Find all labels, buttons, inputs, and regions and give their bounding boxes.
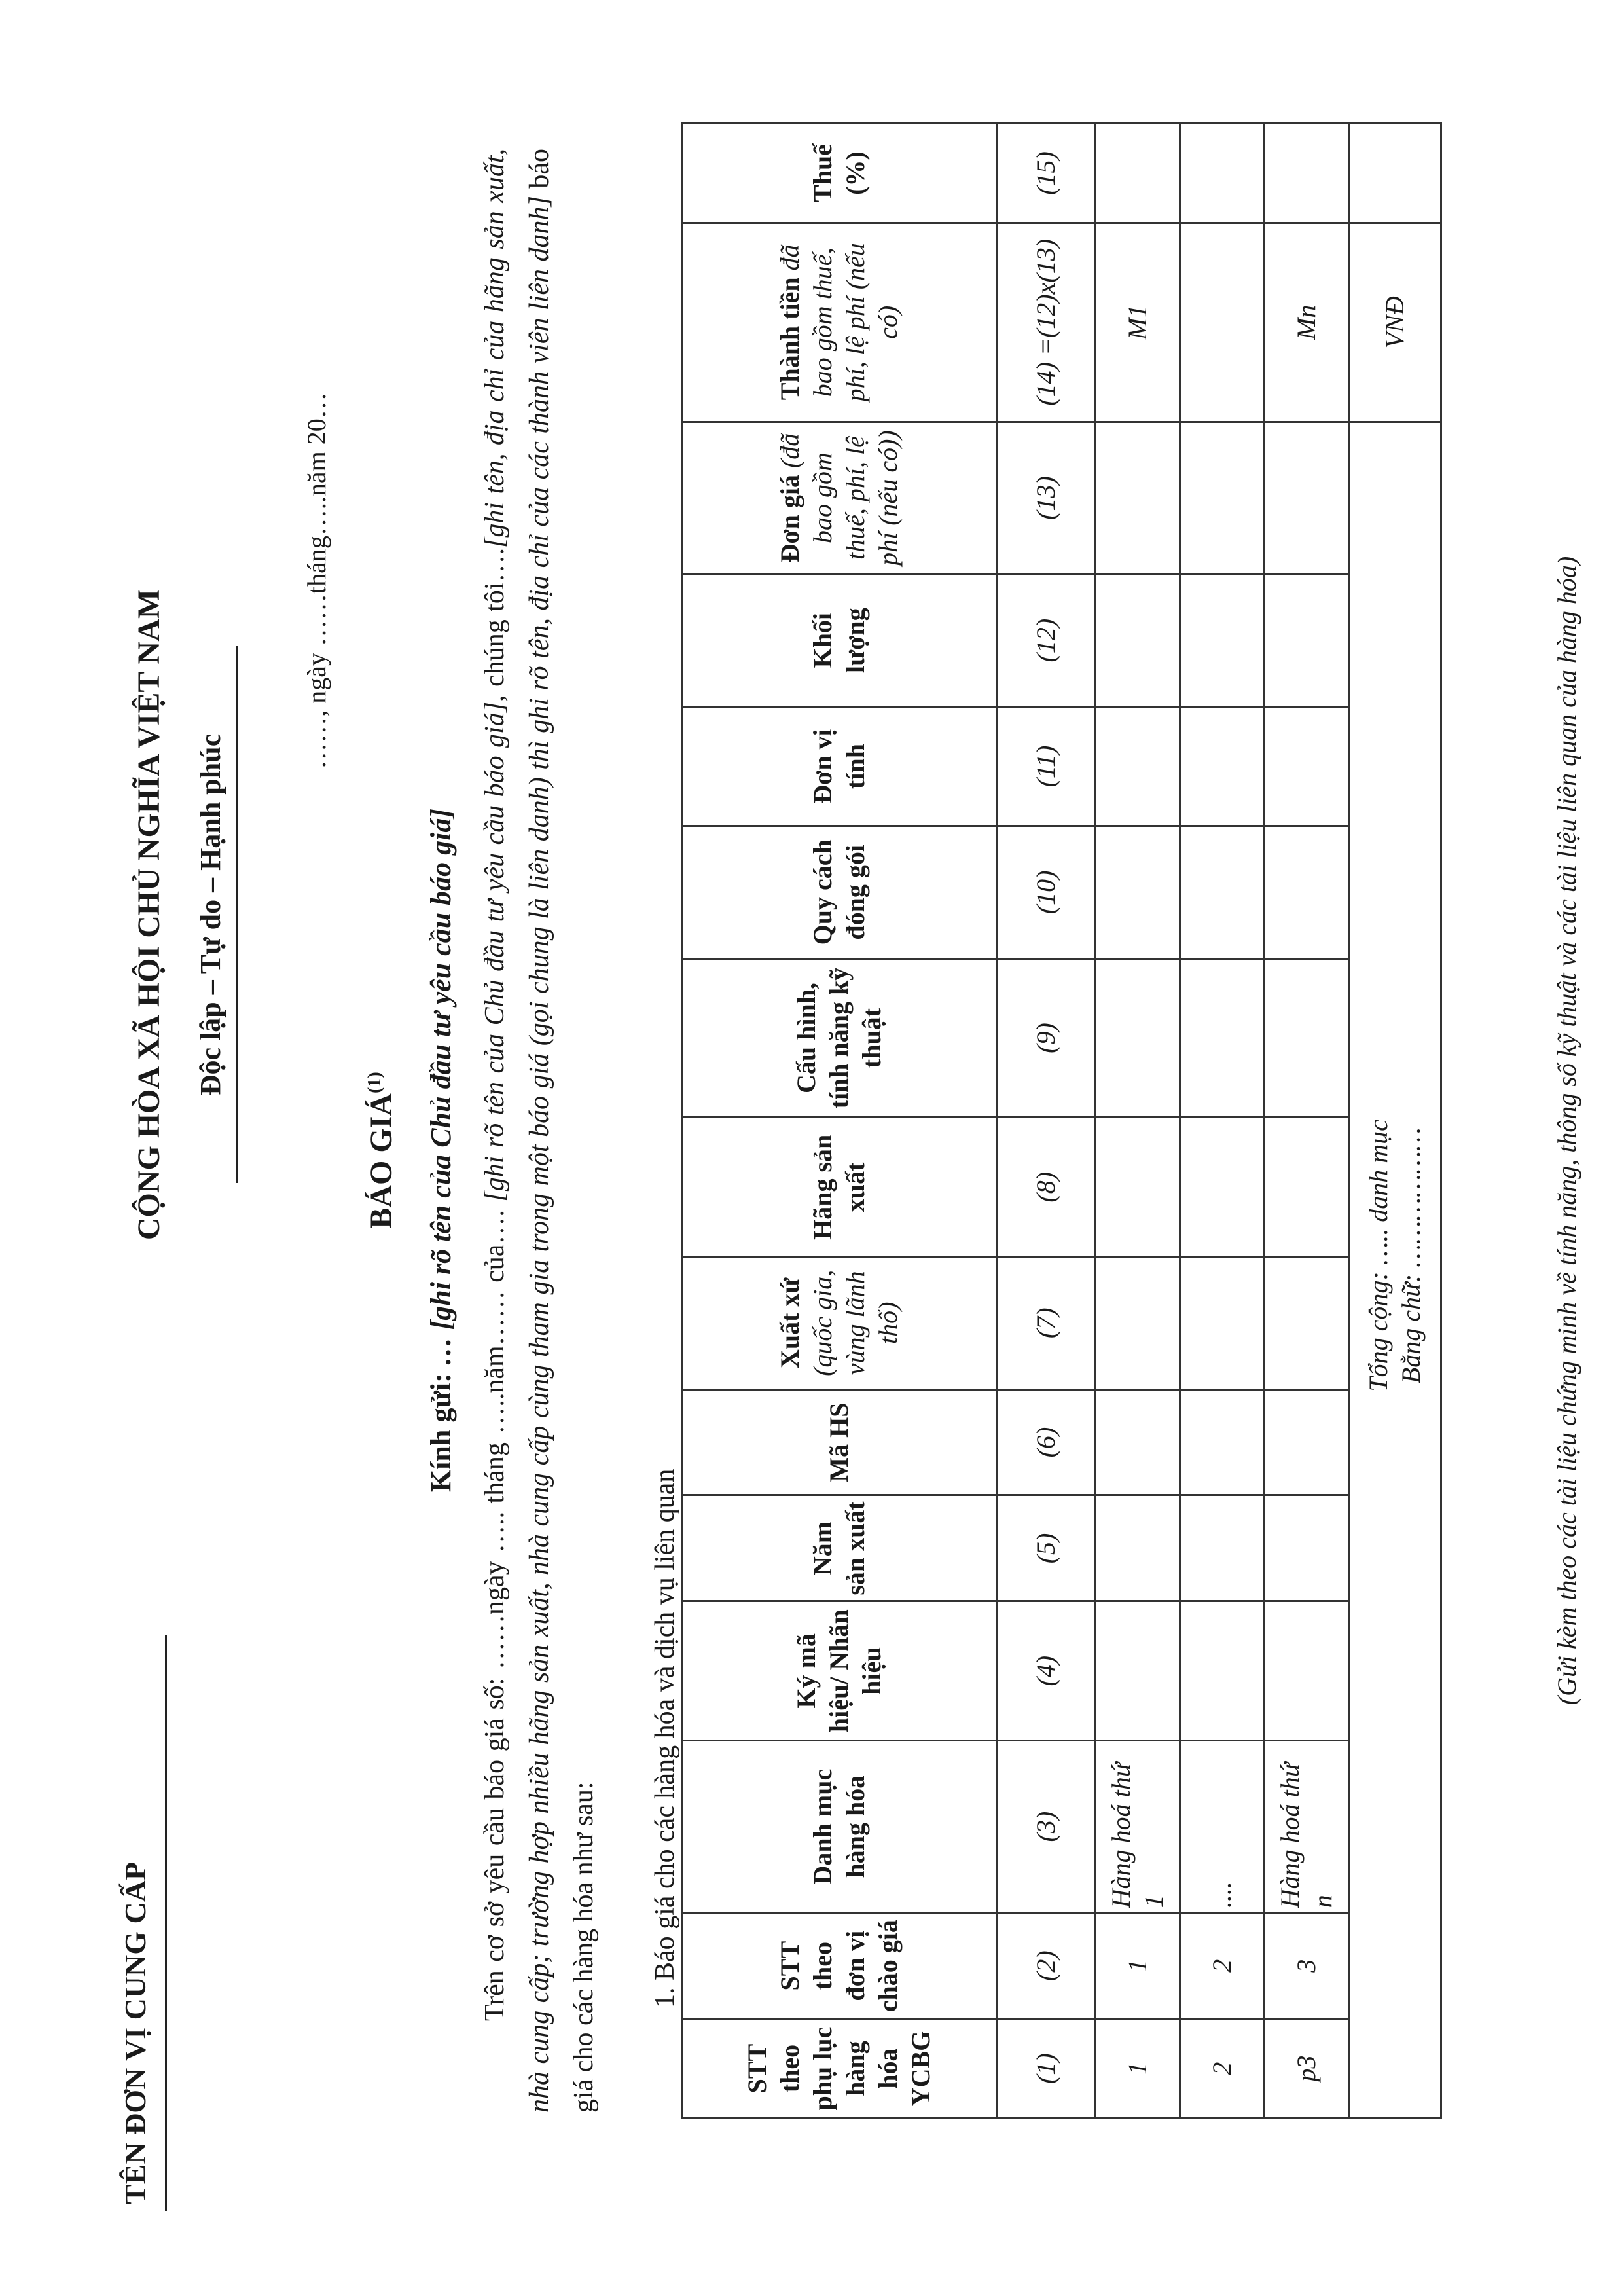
row-item: Hàng hoá thứ n	[1265, 1741, 1349, 1913]
header-amount	[682, 223, 997, 422]
intro-paragraph	[473, 149, 606, 2113]
title-footnote-mark: (1)	[365, 1072, 385, 1093]
table-row	[1096, 124, 1180, 2119]
column-number: (9)	[997, 958, 1096, 1118]
column-number: (10)	[997, 826, 1096, 958]
empty-cell	[1265, 1601, 1349, 1741]
empty-cell	[1265, 826, 1349, 958]
recipient-line	[424, 397, 458, 1903]
empty-cell	[1265, 1257, 1349, 1389]
date-line: ……, ngày ……tháng…..năm 20…	[302, 392, 331, 769]
recipient-prefix: Kính gửi:	[425, 1366, 457, 1493]
header-model-brand: Ký mã hiệu/ Nhãn hiệu	[682, 1601, 997, 1741]
document-title	[363, 397, 399, 1903]
header-unit: Đơn vị tính	[682, 706, 997, 826]
empty-cell	[1096, 1601, 1180, 1741]
column-number: (7)	[997, 1257, 1096, 1389]
column-number: (13)	[997, 422, 1096, 574]
row-stt: 2	[1180, 2019, 1265, 2119]
row-item: ....	[1180, 1741, 1265, 1913]
summary-in-words: Bằng chữ: ………………	[1396, 1127, 1426, 1384]
motto-underline	[236, 646, 238, 1183]
column-number-row	[997, 124, 1096, 2119]
table-row	[1180, 124, 1265, 2119]
empty-cell	[1180, 1495, 1265, 1601]
intro-part-3: báo giá cho các hàng hóa như sau:	[524, 149, 599, 2113]
empty-cell	[1180, 706, 1265, 826]
header-specifications: Cấu hình, tính năng kỹ thuật	[682, 958, 997, 1118]
header-stt-appendix: STT theo phụ lục hàng hóa YCBG	[682, 2019, 997, 2119]
national-motto: Độc lập – Tự do – Hạnh phúc	[194, 733, 226, 1096]
supplier-unit-name: TÊN ĐƠN VỊ CUNG CẤP	[118, 1861, 152, 2204]
empty-cell	[1096, 826, 1180, 958]
header-origin-note: (quốc gia, vùng lãnh thổ)	[808, 1269, 903, 1376]
column-number: (14) =(12)x(13)	[997, 223, 1096, 422]
intro-part-2: , chúng tôi….	[480, 547, 510, 702]
empty-cell	[1265, 422, 1349, 574]
table-header-row	[682, 124, 997, 2119]
row-item: Hàng hoá thứ 1	[1096, 1741, 1180, 1913]
empty-cell	[1349, 124, 1441, 223]
empty-cell	[1096, 958, 1180, 1118]
empty-cell	[1096, 1495, 1180, 1601]
empty-cell	[1096, 574, 1180, 706]
row-stt-supplier: 2	[1180, 1913, 1265, 2019]
column-number: (1)	[997, 2019, 1096, 2119]
empty-cell	[1096, 1257, 1180, 1389]
empty-cell	[1096, 1389, 1180, 1495]
empty-cell	[1265, 706, 1349, 826]
header-unit-price	[682, 422, 997, 574]
empty-cell	[1180, 124, 1265, 223]
empty-cell	[1265, 1118, 1349, 1257]
header-unit-price-main: Đơn giá	[775, 468, 804, 563]
column-number: (11)	[997, 706, 1096, 826]
header-amount-note: đã bao gồm thuế, phí, lệ phí (nếu có)	[775, 243, 903, 402]
empty-cell	[1180, 1389, 1265, 1495]
empty-cell	[1096, 1118, 1180, 1257]
empty-cell	[1265, 574, 1349, 706]
empty-cell	[1265, 958, 1349, 1118]
summary-row	[1349, 124, 1441, 2119]
empty-cell	[1180, 1257, 1265, 1389]
empty-cell	[1180, 958, 1265, 1118]
intro-part-2-italic: [ghi tên, địa chỉ của hãng sản xuất, nhà cung cấp; trường hợp nhiều hãng sản xuất, nhà cung cấp cùng tham gia trong một báo giá (gọi chung là liên danh) thì ghi rõ tên, địa chỉ của các thành viên liên danh]	[480, 148, 554, 2113]
summary-currency: VNĐ	[1349, 223, 1441, 422]
header-origin-main: Xuất xứ	[775, 1277, 804, 1369]
column-number: (15)	[997, 124, 1096, 223]
header-origin	[682, 1257, 997, 1389]
header-production-year: Năm sản xuất	[682, 1495, 997, 1601]
unit-name-underline	[165, 1635, 167, 2211]
table-row	[1265, 124, 1349, 2119]
intro-part-1: Trên cơ sở yêu cầu báo giá số: ……ngày ….. tháng …..năm…… của….	[480, 1201, 510, 2021]
empty-cell	[1265, 1495, 1349, 1601]
empty-cell	[1180, 422, 1265, 574]
recipient-name: … [ghi rõ tên của Chủ đầu tư yêu cầu báo giá]	[425, 808, 457, 1366]
empty-cell	[1180, 574, 1265, 706]
header-amount-main: Thành tiền	[775, 270, 804, 401]
summary-cell	[1349, 422, 1441, 2118]
column-number: (8)	[997, 1118, 1096, 1257]
empty-cell	[1265, 124, 1349, 223]
section-1-heading: 1. Báo giá cho các hàng hóa và dịch vụ liên quan	[650, 1468, 680, 2008]
column-number: (3)	[997, 1741, 1096, 1913]
column-number: (2)	[997, 1913, 1096, 2019]
empty-cell	[1180, 826, 1265, 958]
intro-part-1-italic: [ghi rõ tên của Chủ đầu tư yêu cầu báo giá]	[480, 701, 510, 1202]
empty-cell	[1180, 1118, 1265, 1257]
row-amount: Mn	[1265, 223, 1349, 422]
row-stt-supplier: 3	[1265, 1913, 1349, 2019]
header-hs-code: Mã HS	[682, 1389, 997, 1495]
quotation-table	[681, 122, 1442, 2119]
header-stt-supplier: STT theo đơn vị chào giá	[682, 1913, 997, 2019]
column-number: (6)	[997, 1389, 1096, 1495]
header-quantity: Khối lượng	[682, 574, 997, 706]
row-stt-supplier: 1	[1096, 1913, 1180, 2019]
empty-cell	[1180, 1601, 1265, 1741]
column-number: (5)	[997, 1495, 1096, 1601]
row-amount	[1180, 223, 1265, 422]
summary-total: Tổng cộng: ….. danh mục	[1363, 1120, 1393, 1392]
header-packaging: Quy cách đóng gói	[682, 826, 997, 958]
header-item-list: Danh mục hàng hóa	[682, 1741, 997, 1913]
title-text: BÁO GIÁ	[364, 1093, 399, 1229]
header-unit-price-note: (đã bao gồm thuế, phí, lệ phí (nếu có))	[775, 430, 903, 566]
empty-cell	[1096, 124, 1180, 223]
column-number: (4)	[997, 1601, 1096, 1741]
national-title: CỘNG HÒA XÃ HỘI CHỦ NGHĨA VIỆT NAM	[132, 589, 166, 1241]
attachment-note: (Gửi kèm theo các tài liệu chứng minh về tính năng, thông số kỹ thuật và các tài liệu liên quan của hàng hóa)	[1552, 556, 1581, 1705]
column-number: (12)	[997, 574, 1096, 706]
empty-cell	[1096, 706, 1180, 826]
row-amount: M1	[1096, 223, 1180, 422]
header-manufacturer: Hãng sản xuất	[682, 1118, 997, 1257]
header-tax: Thuế (%)	[682, 124, 997, 223]
row-stt: p3	[1265, 2019, 1349, 2119]
empty-cell	[1265, 1389, 1349, 1495]
row-stt: 1	[1096, 2019, 1180, 2119]
empty-cell	[1096, 422, 1180, 574]
